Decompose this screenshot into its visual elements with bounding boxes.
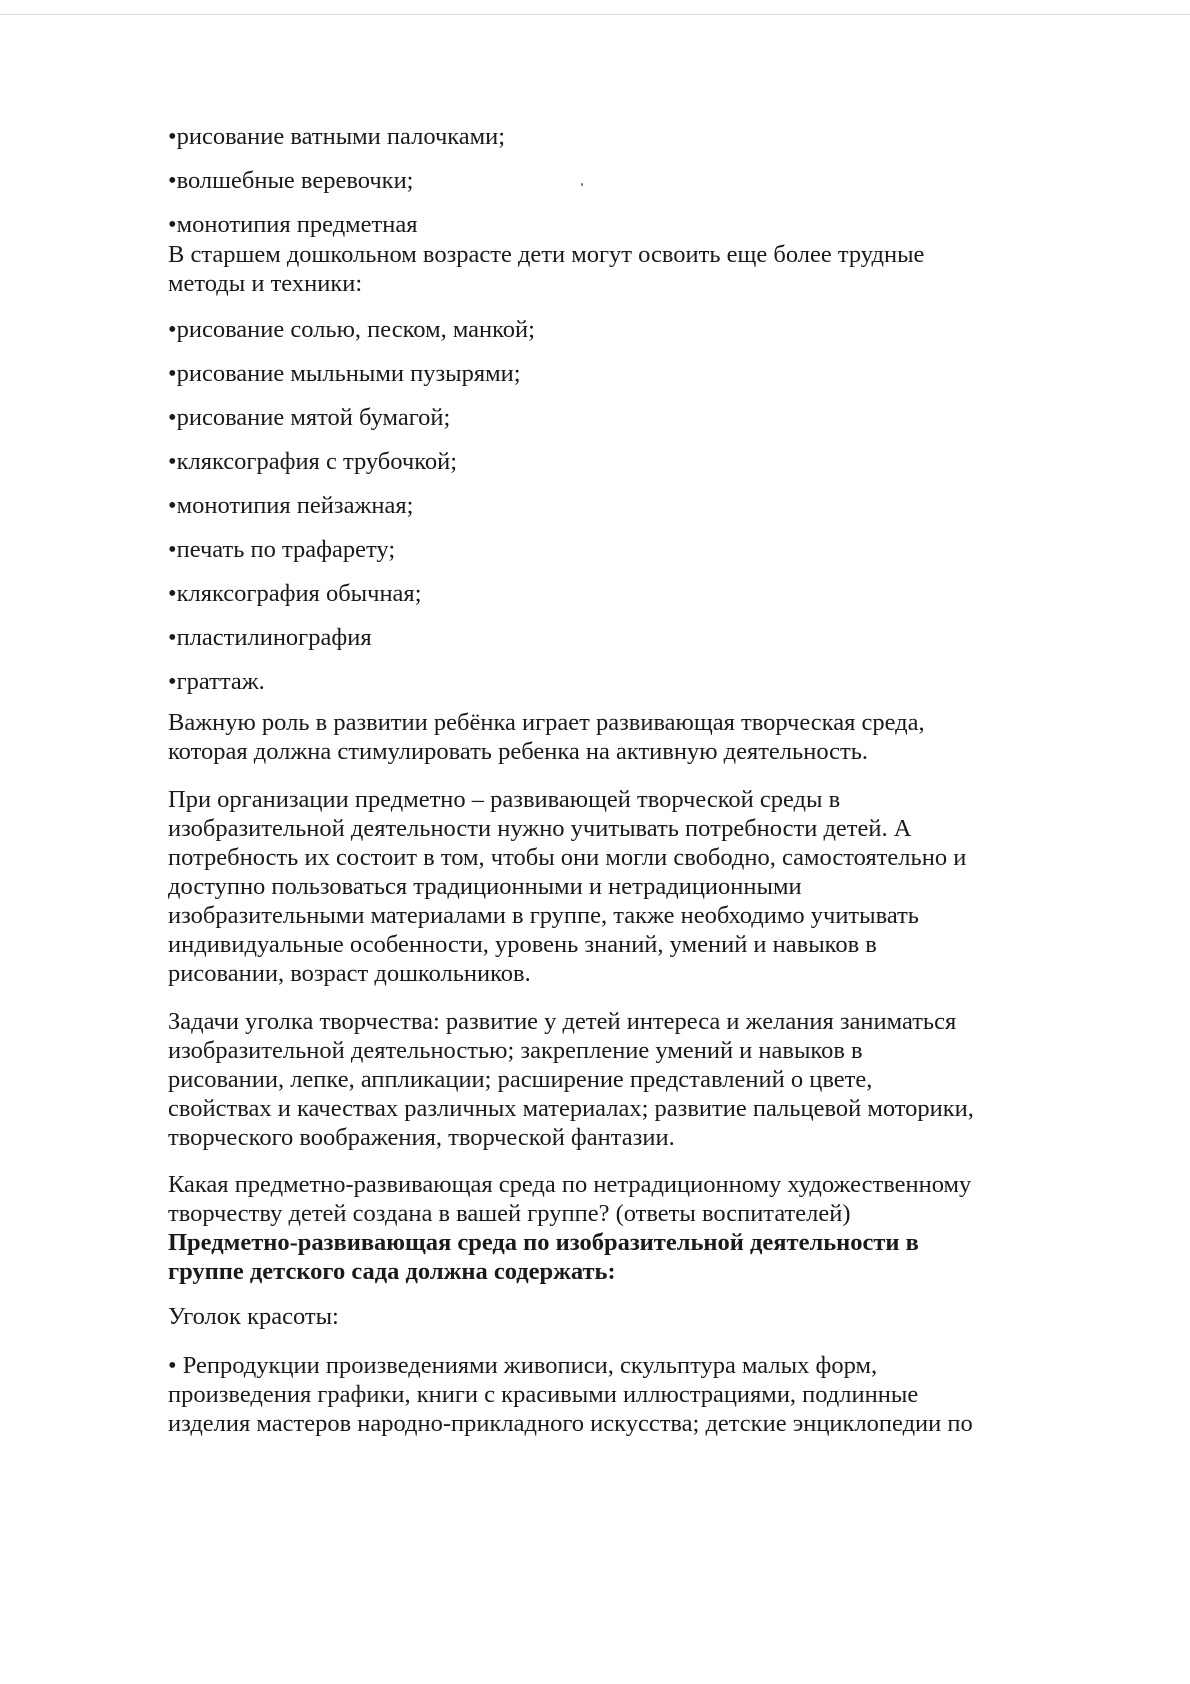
paragraph-line: творческого воображения, творческой фантазии.	[168, 1124, 675, 1151]
paragraph-role	[168, 708, 925, 766]
scan-top-edge	[0, 14, 1190, 15]
paragraph-line: доступно пользоваться традиционными и нетрадиционными	[168, 873, 802, 900]
list-item: •рисование мятой бумагой;	[168, 404, 451, 431]
paragraph-organization	[168, 785, 966, 988]
paragraph-line: Важную роль в развитии ребёнка играет развивающая творческая среда,	[168, 709, 925, 736]
list-item: •монотипия предметная	[168, 211, 418, 238]
paragraph-line: которая должна стимулировать ребенка на активную деятельность.	[168, 738, 869, 765]
paragraph-line: рисовании, лепке, аппликации; расширение представлений о цвете,	[168, 1066, 873, 1093]
list-item: •печать по трафарету;	[168, 536, 396, 563]
paragraph-line: Какая предметно-развивающая среда по нетрадиционному художественному	[168, 1171, 972, 1198]
paragraph-line: потребность их состоит в том, чтобы они могли свободно, самостоятельно и	[168, 844, 967, 871]
paragraph-line: индивидуальные особенности, уровень знаний, умений и навыков в	[168, 931, 877, 958]
list-item: •кляксография с трубочкой;	[168, 448, 458, 475]
paragraph-line: Задачи уголка творчества: развитие у детей интереса и желания заниматься	[168, 1008, 957, 1035]
paragraph-line: творчеству детей создана в вашей группе? (ответы воспитателей)	[168, 1200, 851, 1227]
paragraph-line: изобразительными материалами в группе, также необходимо учитывать	[168, 902, 919, 929]
list-item: •кляксография обычная;	[168, 580, 422, 607]
paragraph-line: При организации предметно – развивающей творческой среды в	[168, 786, 841, 813]
section-heading: Предметно-развивающая среда по изобразительной деятельности в	[168, 1229, 919, 1256]
paragraph-line: методы и техники:	[168, 270, 363, 297]
scan-speck	[581, 183, 583, 186]
paragraph-line: свойствах и качествах различных материалах; развитие пальцевой моторики,	[168, 1095, 974, 1122]
paragraph-older-intro	[168, 240, 924, 298]
list-item: •монотипия пейзажная;	[168, 492, 414, 519]
paragraph-line: произведения графики, книги с красивыми иллюстрациями, подлинные	[168, 1381, 919, 1408]
list-item: •граттаж.	[168, 668, 265, 695]
paragraph-line: изобразительной деятельностью; закрепление умений и навыков в	[168, 1037, 863, 1064]
section-heading: группе детского сада должна содержать:	[168, 1258, 616, 1285]
paragraph-line: изобразительной деятельности нужно учитывать потребности детей. А	[168, 815, 912, 842]
list-item: •рисование солью, песком, манкой;	[168, 316, 535, 343]
paragraph-tasks	[168, 1007, 974, 1152]
list-item: •рисование мыльными пузырями;	[168, 360, 521, 387]
corner-label: Уголок красоты:	[168, 1303, 339, 1330]
paragraph-line: В старшем дошкольном возрасте дети могут освоить еще более трудные	[168, 241, 925, 268]
paragraph-line: изделия мастеров народно-прикладного искусства; детские энциклопедии по	[168, 1410, 973, 1437]
list-item: •волшебные веревочки;	[168, 167, 414, 194]
list-item: •рисование ватными палочками;	[168, 123, 506, 150]
list-item: •пластилинография	[168, 624, 372, 651]
paragraph-beauty	[168, 1351, 973, 1438]
paragraph-line: • Репродукции произведениями живописи, скульптура малых форм,	[168, 1352, 878, 1379]
paragraph-line: рисовании, возраст дошкольников.	[168, 960, 531, 987]
paragraph-question	[168, 1170, 971, 1286]
